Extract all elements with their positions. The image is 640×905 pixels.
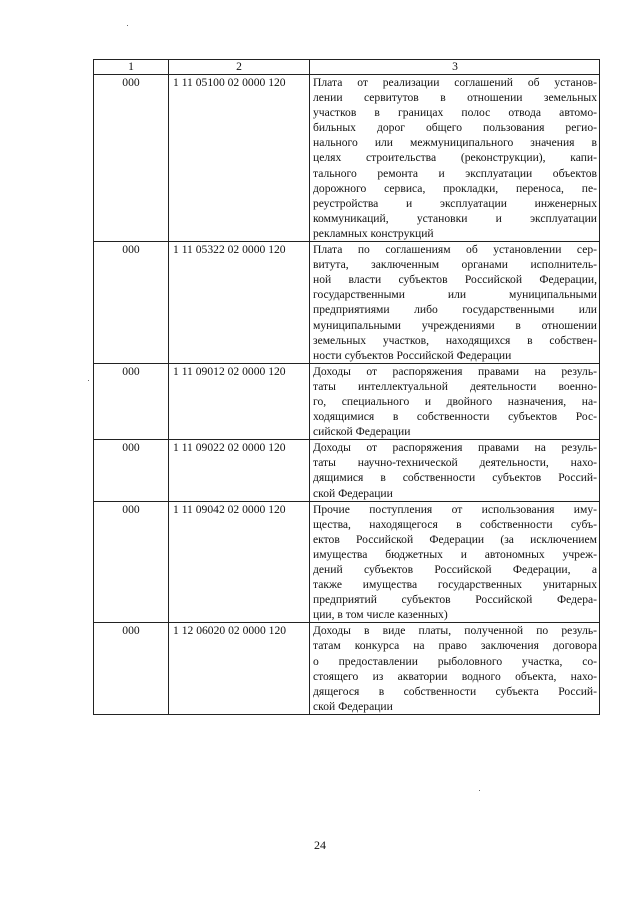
column-header-1: 1: [94, 60, 169, 75]
page-number: 24: [314, 838, 326, 852]
description-line: татам конкурса на право заключения договора: [313, 639, 597, 653]
revenue-code-cell: 1 12 06020 02 0000 120: [169, 623, 310, 715]
description-line: нального или межмуниципального значения в: [313, 136, 597, 150]
revenue-code-table: [93, 59, 600, 715]
revenue-code-cell: 1 11 09012 02 0000 120: [169, 363, 310, 439]
description-line: о предоставлении рыболовного участка, со-: [313, 654, 597, 668]
revenue-description-cell: [310, 501, 600, 623]
table-row: [94, 440, 600, 501]
table-body: [94, 75, 600, 715]
description-line: дящимися в собственности субъектов Россий-: [313, 471, 597, 485]
scan-speck: [88, 380, 89, 381]
revenue-description-cell: [310, 363, 600, 439]
description-line: ной власти субъектов Российской Федерации,: [313, 273, 597, 287]
table-row: [94, 623, 600, 715]
admin-code-cell: 000: [94, 242, 169, 364]
revenue-code-cell: 1 11 09022 02 0000 120: [169, 440, 310, 501]
column-header-3: 3: [310, 60, 600, 75]
description-line: ской Федерации: [313, 699, 393, 713]
revenue-description-cell: [310, 242, 600, 364]
description-line: государственными или муниципальными: [313, 288, 597, 302]
description-line: таты научно-технической деятельности, нахо-: [313, 456, 597, 470]
description-line: Плата от реализации соглашений об установ-: [313, 76, 597, 89]
table-header-row: [94, 60, 600, 75]
admin-code-cell: 000: [94, 363, 169, 439]
table-row: [94, 75, 600, 242]
description-line: рекламных конструкций: [313, 226, 434, 240]
description-line: витута, заключенным органами исполнитель-: [313, 258, 597, 272]
description-line: таты интеллектуальной деятельности военно-: [313, 379, 597, 393]
description-line: Доходы в виде платы, полученной по резуль-: [313, 624, 597, 638]
description-line: ской Федерации: [313, 486, 393, 500]
description-line: бильных дорог общего пользования регио-: [313, 121, 597, 135]
description-line: ции, в том числе казенных): [313, 608, 448, 622]
description-line: муниципальными учреждениями в отношении: [313, 318, 597, 332]
description-line: предприятий субъектов Российской Федера-: [313, 593, 597, 607]
table-row: [94, 501, 600, 623]
description-line: целях строительства (реконструкции), капи-: [313, 151, 597, 165]
description-line: также имущества государственных унитарных: [313, 578, 597, 592]
description-line: лении сервитутов в отношении земельных: [313, 91, 597, 105]
table-row: [94, 363, 600, 439]
table-row: [94, 242, 600, 364]
admin-code-cell: 000: [94, 440, 169, 501]
admin-code-cell: 000: [94, 623, 169, 715]
description-line: ходящимися в собственности субъектов Рос-: [313, 410, 597, 424]
admin-code-cell: 000: [94, 75, 169, 242]
description-line: тального ремонта и эксплуатации объектов: [313, 166, 597, 180]
scan-speck: [127, 25, 128, 26]
description-line: Прочие поступления от использования иму-: [313, 502, 597, 516]
description-line: щества, находящегося в собственности субъ-: [313, 517, 597, 531]
admin-code-cell: 000: [94, 501, 169, 623]
description-line: земельных участков, находящихся в собствен-: [313, 333, 597, 347]
description-line: ектов Российской Федерации (за исключением: [313, 532, 597, 546]
revenue-code-cell: 1 11 09042 02 0000 120: [169, 501, 310, 623]
description-line: дящегося в собственности субъекта Россий-: [313, 684, 597, 698]
description-line: Доходы от распоряжения правами на резуль-: [313, 441, 597, 455]
description-line: реустройства и эксплуатации инженерных: [313, 196, 597, 210]
revenue-code-cell: 1 11 05322 02 0000 120: [169, 242, 310, 364]
revenue-code-cell: 1 11 05100 02 0000 120: [169, 75, 310, 242]
description-line: сийской Федерации: [313, 425, 411, 439]
scan-speck: [479, 790, 480, 791]
column-header-2: 2: [169, 60, 310, 75]
description-line: имущества бюджетных и автономных учреж-: [313, 547, 597, 561]
description-line: участков в границах полос отвода автомо-: [313, 106, 597, 120]
description-line: Плата по соглашениям об установлении сер-: [313, 243, 597, 257]
description-line: Доходы от распоряжения правами на резуль-: [313, 364, 597, 378]
description-line: дений субъектов Российской Федерации, а: [313, 563, 597, 576]
revenue-description-cell: [310, 75, 600, 242]
description-line: стоящего из акватории водного объекта, нахо-: [313, 669, 597, 683]
description-line: го, специального и двойного назначения, на-: [313, 394, 597, 408]
description-line: дорожного сервиса, прокладки, переноса, пе-: [313, 181, 597, 195]
description-line: коммуникаций, установки и эксплуатации: [313, 211, 597, 225]
revenue-description-cell: [310, 623, 600, 715]
description-line: ности субъектов Российской Федерации: [313, 348, 512, 362]
description-line: предприятиями либо государственными или: [313, 303, 597, 317]
revenue-description-cell: [310, 440, 600, 501]
